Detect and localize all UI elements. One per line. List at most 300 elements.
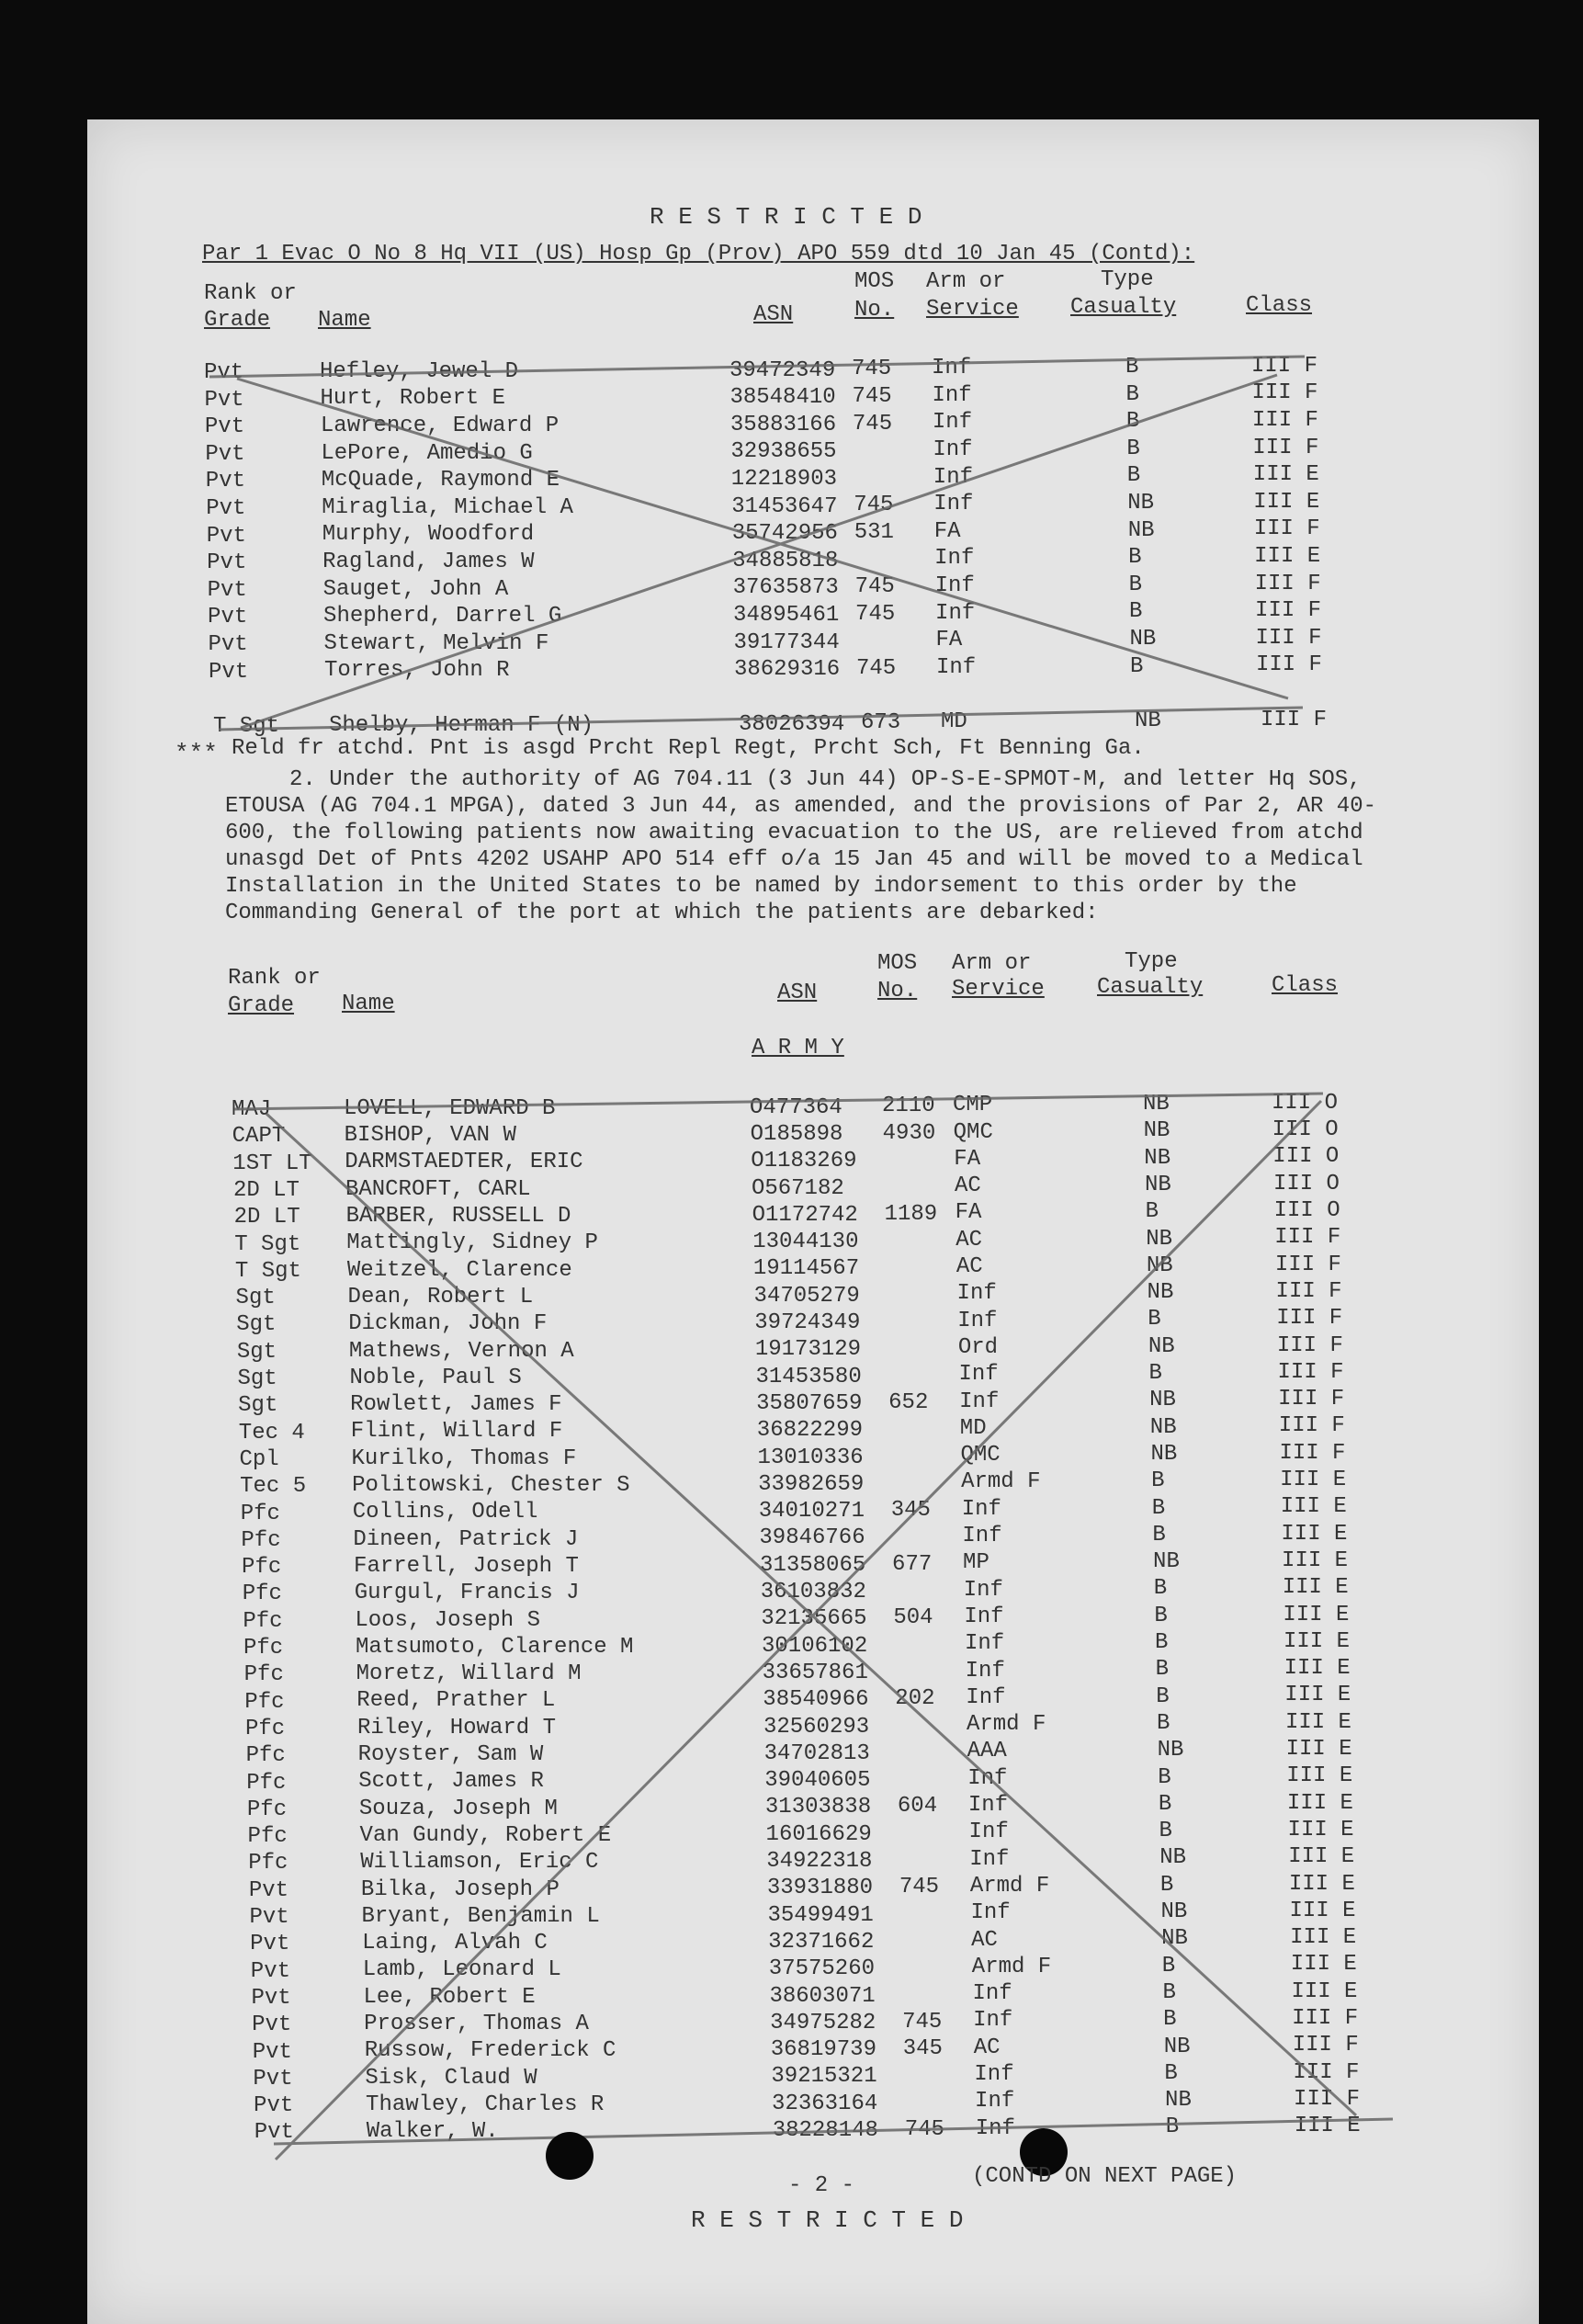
cell-asn: 35742956 bbox=[731, 521, 838, 547]
cell-asn: 38228148 bbox=[772, 2118, 878, 2143]
cell-name: DARMSTAEDTER, ERIC bbox=[345, 1150, 583, 1175]
cell-cls: III F bbox=[1278, 1413, 1345, 1439]
cell-cas: NB bbox=[1129, 627, 1157, 652]
cell-cls: III E bbox=[1254, 544, 1321, 569]
cell-arm: QMC bbox=[953, 1119, 993, 1145]
cell-grade: Pvt bbox=[253, 2066, 293, 2092]
cell-cls: III E bbox=[1288, 1844, 1355, 1870]
punch-hole-left bbox=[546, 2132, 594, 2180]
cell-cas: NB bbox=[1148, 1333, 1175, 1359]
cell-asn: 13010336 bbox=[757, 1445, 864, 1470]
cell-cls: III E bbox=[1290, 1952, 1357, 1978]
cell-grade: Tec 5 bbox=[240, 1474, 307, 1500]
cell-name: Collins, Odell bbox=[352, 1500, 538, 1525]
cell-arm: Inf bbox=[933, 464, 974, 490]
cell-cls: III F bbox=[1278, 1387, 1345, 1412]
cell-grade: Pfc bbox=[241, 1527, 281, 1553]
cell-mos: 745 bbox=[899, 1875, 940, 1900]
cell-cas: B bbox=[1128, 572, 1142, 597]
cell-asn: 35807659 bbox=[756, 1390, 863, 1416]
cell-cas: B bbox=[1156, 1710, 1170, 1736]
col-service-label: Service bbox=[926, 297, 1019, 322]
cell-mos: 345 bbox=[890, 1497, 931, 1523]
cell-mos: 745 bbox=[902, 2009, 943, 2035]
cell-name: Gurgul, Francis J bbox=[354, 1581, 580, 1606]
cell-cas: NB bbox=[1159, 1845, 1186, 1871]
cell-asn: 32560293 bbox=[763, 1714, 870, 1740]
cell-asn: 30106102 bbox=[762, 1633, 868, 1659]
col-mos-label: MOS bbox=[854, 269, 895, 294]
cell-arm: Inf bbox=[965, 1658, 1005, 1683]
cell-arm: Inf bbox=[975, 2089, 1015, 2114]
cell-asn: 32363164 bbox=[772, 2091, 878, 2116]
cell-cas: NB bbox=[1160, 1899, 1188, 1924]
strike-line-army-3 bbox=[276, 1101, 1321, 2160]
cell-cls: III F bbox=[1253, 516, 1320, 542]
cell-asn: 39472349 bbox=[729, 357, 836, 383]
cell-name: Hefley, Jewel D bbox=[320, 358, 519, 384]
col-mos-no-label: No. bbox=[854, 298, 895, 323]
cell-cas: NB bbox=[1143, 1092, 1170, 1117]
cell-name: Williamson, Eric C bbox=[360, 1850, 599, 1876]
cell-arm: Inf bbox=[932, 382, 972, 408]
cell-cls: III F bbox=[1255, 598, 1322, 624]
cell-asn: 13044130 bbox=[752, 1230, 859, 1255]
cell-arm: Inf bbox=[962, 1524, 1002, 1548]
cell-arm: Inf bbox=[932, 356, 972, 381]
cell-grade: Pfc bbox=[246, 1770, 287, 1796]
col-grade-label-2: Grade bbox=[228, 993, 295, 1018]
cell-grade: Pvt bbox=[248, 1877, 289, 1903]
cell-cls: III F bbox=[1251, 380, 1318, 406]
cell-name: Hurt, Robert E bbox=[320, 386, 506, 412]
cell-cas: B bbox=[1161, 1953, 1176, 1978]
cell-cls: III F bbox=[1275, 1278, 1342, 1304]
relieved-note: Reld fr atchd. Pnt is asgd Prcht Repl Regt, Prcht Sch, Ft Benning Ga. bbox=[232, 736, 1145, 761]
cell-asn: 31303838 bbox=[764, 1795, 872, 1820]
order-reference: Par 1 Evac O No 8 Hq VII (US) Hosp Gp (Prov) APO 559 dtd 10 Jan 45 (Contd): bbox=[202, 242, 1195, 266]
cell-name: Lawrence, Edward P bbox=[320, 414, 560, 438]
continued-note: (CONTD ON NEXT PAGE) bbox=[972, 2164, 1238, 2189]
cell-cls: III E bbox=[1285, 1737, 1352, 1762]
cell-cas: B bbox=[1162, 1979, 1176, 2005]
cell-name: Farrell, Joseph T bbox=[354, 1553, 579, 1579]
strike-line-army-2 bbox=[266, 1114, 1359, 2115]
cell-cas: B bbox=[1129, 599, 1143, 625]
cell-asn: 36822299 bbox=[756, 1418, 864, 1444]
cell-arm: FA bbox=[933, 518, 961, 544]
cell-name: Dineen, Patrick J bbox=[353, 1526, 579, 1552]
cell-grade: Pfc bbox=[247, 1824, 288, 1850]
paragraph-2: 2. Under the authority of AG 704.11 (3 Jun 44) OP-S-E-SPMOT-M, and letter Hq SOS, ETOUSA (AG 704.1 MPGA), dated 3 Jun 44, as amended, and the provisions of Par 2, AR 40-600, the following patients now awaiting evacuation to the US, are relieved from atchd unasgd Det of Pnts 4202 USAHP APO 514 eff o/a 15 Jan 45 and will be moved to a Medical Installation in the United States to be named by indorsement to this order by the Commanding General of the port at which the patients are debarked: bbox=[225, 767, 1377, 925]
cell-arm: Inf bbox=[975, 2115, 1015, 2141]
cell-mos: 531 bbox=[854, 520, 894, 545]
col-casualty-label-2: Casualty bbox=[1097, 975, 1204, 1000]
cell-arm: Inf bbox=[973, 2008, 1013, 2034]
army-heading: A R M Y bbox=[752, 1036, 844, 1060]
cell-name: Ragland, James W bbox=[322, 550, 535, 574]
cell-asn: 34010271 bbox=[758, 1499, 865, 1525]
cell-arm: Inf bbox=[961, 1496, 1001, 1522]
col-grade-label: Grade bbox=[204, 308, 271, 333]
cell-name: Flint, Willard F bbox=[350, 1419, 563, 1445]
cell-name: Russow, Frederick C bbox=[364, 2038, 616, 2064]
cell-asn: 34975282 bbox=[770, 2010, 876, 2035]
cell-mos: 745 bbox=[855, 601, 896, 627]
col-mos-no-label-2: No. bbox=[877, 979, 918, 1003]
cell-asn: 39177344 bbox=[733, 629, 840, 655]
cell-arm: AC bbox=[954, 1173, 981, 1199]
cell-cas: B bbox=[1156, 1683, 1170, 1709]
cell-cas: NB bbox=[1143, 1118, 1170, 1144]
cell-mos: 745 bbox=[852, 384, 892, 409]
cell-asn: 32938655 bbox=[730, 439, 837, 465]
cell-cas: NB bbox=[1135, 709, 1161, 733]
cell-cls: III O bbox=[1272, 1090, 1339, 1116]
cell-arm: Inf bbox=[956, 1281, 997, 1307]
cell-cls: III E bbox=[1287, 1817, 1354, 1842]
col-arm-label: Arm or bbox=[926, 269, 1006, 294]
cell-mos: 1189 bbox=[884, 1201, 938, 1227]
cell-grade: Pfc bbox=[243, 1636, 284, 1661]
restricted-top: R E S T R I C T E D bbox=[650, 203, 922, 231]
cell-cls: III O bbox=[1272, 1117, 1339, 1143]
cell-asn: O567182 bbox=[751, 1175, 844, 1201]
cell-grade: Pvt bbox=[206, 523, 246, 549]
cell-grade: Sgt bbox=[235, 1286, 276, 1311]
cell-arm: Inf bbox=[959, 1389, 1000, 1414]
cell-name: LePore, Amedio G bbox=[321, 440, 533, 466]
cell-asn: 32135665 bbox=[761, 1606, 867, 1632]
cell-grade: Pfc bbox=[246, 1797, 288, 1822]
cell-name: Scott, James R bbox=[358, 1769, 544, 1795]
cell-grade: Pfc bbox=[245, 1743, 286, 1769]
cell-grade: 1ST LT bbox=[232, 1151, 312, 1176]
cell-grade: T Sgt bbox=[234, 1258, 301, 1284]
cell-asn: O477364 bbox=[750, 1094, 842, 1120]
cell-arm: Armd F bbox=[961, 1469, 1041, 1495]
cell-arm: Inf bbox=[970, 1900, 1011, 1926]
cell-arm: AC bbox=[955, 1254, 983, 1279]
cell-cas: NB bbox=[1146, 1253, 1173, 1278]
cell-grade: T Sgt bbox=[234, 1231, 301, 1257]
cell-cls: III F bbox=[1292, 2033, 1359, 2058]
cell-grade: Pvt bbox=[254, 2093, 294, 2119]
col-type-label-2: Type bbox=[1125, 949, 1178, 974]
cell-arm: Inf bbox=[932, 410, 973, 436]
cell-cas: NB bbox=[1149, 1388, 1176, 1413]
cell-grade: Pfc bbox=[244, 1689, 285, 1715]
cell-asn: 38548410 bbox=[729, 385, 836, 411]
cell-cas: B bbox=[1159, 1872, 1174, 1898]
cell-cas: NB bbox=[1144, 1145, 1171, 1171]
cell-cas: B bbox=[1129, 653, 1144, 679]
cell-mos: 745 bbox=[854, 574, 895, 600]
cell-cas: B bbox=[1151, 1495, 1166, 1521]
cell-arm: Inf bbox=[935, 600, 976, 626]
cell-mos: 345 bbox=[902, 2035, 943, 2061]
cell-name: Kurilko, Thomas F bbox=[351, 1445, 577, 1471]
cell-grade: Cpl bbox=[239, 1446, 279, 1472]
cell-name: Souza, Joseph M bbox=[358, 1796, 558, 1821]
cell-arm: Ord bbox=[957, 1334, 999, 1360]
cell-cas: B bbox=[1151, 1468, 1165, 1494]
cell-cas: B bbox=[1159, 1819, 1172, 1844]
cell-cas: B bbox=[1155, 1657, 1170, 1683]
cell-name: Stewart, Melvin F bbox=[323, 630, 549, 656]
cell-cls: III F bbox=[1255, 625, 1322, 651]
cell-asn: 33931880 bbox=[766, 1876, 874, 1901]
cell-arm: AAA bbox=[967, 1739, 1007, 1764]
cell-asn: 34885818 bbox=[732, 548, 839, 573]
cell-cas: B bbox=[1154, 1603, 1168, 1628]
cell-cls: III E bbox=[1286, 1790, 1353, 1816]
cell-cas: B bbox=[1163, 2007, 1177, 2033]
cell-name: Sauget, John A bbox=[322, 576, 509, 602]
cell-cls: III E bbox=[1294, 2114, 1361, 2139]
cell-cas: B bbox=[1125, 409, 1140, 435]
cell-asn: 34922318 bbox=[766, 1849, 873, 1874]
cell-name: Rowlett, James F bbox=[350, 1392, 562, 1418]
cell-name: Sisk, Claud W bbox=[365, 2065, 537, 2091]
cell-cls: III E bbox=[1282, 1575, 1349, 1601]
cell-arm: Inf bbox=[934, 573, 975, 598]
cell-asn: 32371662 bbox=[768, 1929, 875, 1955]
cell-arm: Inf bbox=[972, 1981, 1012, 2007]
cell-name: Murphy, Woodford bbox=[322, 522, 535, 548]
cell-asn: 35883166 bbox=[729, 412, 837, 437]
cell-cls: III E bbox=[1252, 462, 1319, 488]
cell-arm: Inf bbox=[967, 1765, 1008, 1791]
cell-arm: Inf bbox=[933, 437, 973, 462]
cell-asn: 34705279 bbox=[753, 1283, 860, 1309]
cell-cas: B bbox=[1158, 1791, 1172, 1817]
cell-arm: FA bbox=[935, 628, 963, 653]
cell-arm: MD bbox=[941, 709, 967, 735]
cell-mos: 604 bbox=[897, 1794, 938, 1820]
cell-mos: 745 bbox=[852, 357, 892, 382]
cell-grade: Pvt bbox=[204, 414, 245, 440]
cell-asn: 19173129 bbox=[754, 1337, 862, 1363]
cell-grade: Pvt bbox=[249, 1905, 289, 1930]
cell-name: Matsumoto, Clarence M bbox=[356, 1634, 634, 1660]
cell-asn: 36819739 bbox=[770, 2037, 876, 2063]
cell-grade: Pvt bbox=[205, 441, 245, 467]
col-type-label: Type bbox=[1101, 267, 1154, 292]
cell-asn: 12218903 bbox=[730, 467, 838, 492]
cell-grade: Pvt bbox=[250, 1958, 291, 1984]
cell-cas: B bbox=[1125, 381, 1139, 407]
cell-asn: 31358065 bbox=[760, 1552, 866, 1578]
cell-cas: NB bbox=[1153, 1549, 1180, 1575]
cell-arm: FA bbox=[954, 1146, 981, 1172]
cell-arm: Armd F bbox=[969, 1873, 1050, 1899]
cell-cas: B bbox=[1152, 1522, 1166, 1547]
cell-asn: O1172742 bbox=[752, 1202, 858, 1228]
cell-asn: O1183269 bbox=[751, 1149, 857, 1174]
cell-cas: B bbox=[1128, 545, 1142, 571]
cell-cls: III F bbox=[1292, 2006, 1359, 2031]
cell-name: Miraglia, Michael A bbox=[322, 494, 573, 520]
cell-grade: Pvt bbox=[208, 659, 249, 685]
cell-name: Shelby, Herman F (N) bbox=[329, 712, 594, 738]
cell-cls: III F bbox=[1251, 353, 1318, 379]
cell-arm: AC bbox=[973, 2035, 1001, 2060]
cell-grade: 2D LT bbox=[232, 1177, 300, 1203]
cell-cas: NB bbox=[1149, 1414, 1177, 1440]
cell-asn: 38540966 bbox=[763, 1687, 869, 1713]
cell-name: Bryant, Benjamin L bbox=[361, 1903, 600, 1929]
cell-cls: III E bbox=[1283, 1628, 1351, 1654]
cell-cls: III O bbox=[1272, 1171, 1340, 1196]
cell-arm: Inf bbox=[964, 1604, 1004, 1629]
cell-cls: III F bbox=[1279, 1440, 1346, 1466]
cell-cls: III F bbox=[1254, 571, 1321, 596]
cell-mos: 504 bbox=[893, 1605, 933, 1631]
cell-arm: Inf bbox=[935, 654, 977, 680]
cell-arm: Inf bbox=[958, 1362, 999, 1388]
cell-asn: 36103832 bbox=[760, 1580, 866, 1604]
cell-cas: B bbox=[1155, 1630, 1169, 1655]
cell-arm: Inf bbox=[963, 1577, 1003, 1603]
restricted-bottom: R E S T R I C T E D bbox=[691, 2206, 964, 2234]
cell-cas: B bbox=[1164, 2060, 1178, 2086]
cell-name: Thawley, Charles R bbox=[366, 2092, 605, 2117]
cell-name: Lamb, Leonard L bbox=[362, 1957, 561, 1983]
cell-name: LOVELL, EDWARD B bbox=[344, 1095, 556, 1121]
cell-cas: NB bbox=[1157, 1738, 1184, 1763]
cell-name: Royster, Sam W bbox=[357, 1742, 544, 1767]
cell-cls: III E bbox=[1280, 1468, 1347, 1492]
cell-cas: NB bbox=[1161, 1926, 1188, 1952]
cell-cls: III E bbox=[1284, 1709, 1351, 1735]
cell-cls: III E bbox=[1253, 489, 1320, 515]
cell-cas: NB bbox=[1127, 491, 1155, 516]
cell-cls: III F bbox=[1251, 408, 1318, 433]
cell-asn: 38629316 bbox=[733, 657, 841, 683]
cell-cls: III F bbox=[1294, 2086, 1361, 2112]
cell-cls: III E bbox=[1283, 1602, 1350, 1627]
col-rank-label: Rank or bbox=[204, 281, 297, 306]
strike-line-top-2 bbox=[237, 379, 1288, 698]
cell-mos: 652 bbox=[888, 1389, 929, 1415]
cell-name: Van Gundy, Robert E bbox=[359, 1822, 612, 1848]
cell-arm: MD bbox=[959, 1415, 987, 1441]
cell-grade: Pvt bbox=[250, 1932, 290, 1957]
note-stars: *** bbox=[175, 740, 218, 767]
cell-grade: 2D LT bbox=[233, 1205, 300, 1230]
cell-cas: B bbox=[1126, 436, 1140, 461]
cell-grade: Sgt bbox=[237, 1366, 277, 1391]
cell-cas: B bbox=[1145, 1199, 1159, 1225]
cell-cas: B bbox=[1153, 1576, 1168, 1602]
cell-cls: III O bbox=[1272, 1144, 1340, 1170]
cell-asn: 33982659 bbox=[758, 1471, 865, 1497]
cell-cas: NB bbox=[1144, 1172, 1171, 1197]
cell-grade: Pfc bbox=[240, 1501, 280, 1526]
cell-cas: B bbox=[1126, 463, 1141, 489]
cell-grade: T Sgt bbox=[213, 714, 280, 739]
cell-cas: B bbox=[1158, 1764, 1171, 1790]
cell-mos: 677 bbox=[892, 1551, 933, 1577]
cell-arm: Armd F bbox=[966, 1712, 1046, 1738]
cell-name: McQuade, Raymond E bbox=[321, 468, 560, 493]
cell-cas: NB bbox=[1147, 1280, 1174, 1306]
cell-name: Bilka, Joseph P bbox=[360, 1876, 560, 1902]
cell-grade: Pvt bbox=[206, 496, 246, 521]
col-arm-label-2: Arm or bbox=[952, 951, 1032, 976]
strike-line-top-1 bbox=[209, 357, 1305, 377]
col-asn-label: ASN bbox=[753, 302, 794, 327]
cell-asn: 34702813 bbox=[763, 1740, 870, 1766]
cell-cls: III F bbox=[1252, 435, 1319, 460]
cell-arm: Inf bbox=[969, 1846, 1010, 1872]
col-class-label-2: Class bbox=[1272, 973, 1339, 998]
cell-arm: Inf bbox=[965, 1631, 1005, 1657]
cell-grade: Pfc bbox=[243, 1608, 283, 1634]
cell-name: BARBER, RUSSELL D bbox=[345, 1204, 571, 1229]
col-service-label-2: Service bbox=[952, 977, 1045, 1002]
col-name-label-2: Name bbox=[342, 992, 395, 1016]
cell-mos: 745 bbox=[855, 656, 897, 681]
cell-grade: Pvt bbox=[205, 469, 246, 494]
cell-grade: Pfc bbox=[242, 1555, 282, 1581]
cell-cls: III F bbox=[1276, 1306, 1343, 1332]
cell-asn: 16016629 bbox=[765, 1821, 872, 1847]
cell-mos: 745 bbox=[904, 2116, 944, 2142]
cell-cls: III E bbox=[1282, 1547, 1349, 1573]
cell-grade: Tec 4 bbox=[238, 1420, 305, 1445]
cell-grade: Sgt bbox=[238, 1393, 278, 1419]
cell-arm: Inf bbox=[966, 1684, 1006, 1710]
cell-arm: CMP bbox=[953, 1093, 993, 1118]
cell-cls: III E bbox=[1280, 1494, 1347, 1520]
cell-asn: O185898 bbox=[750, 1121, 843, 1147]
col-rank-label-2: Rank or bbox=[228, 966, 321, 991]
col-name-label: Name bbox=[318, 308, 371, 333]
cell-asn: 37635873 bbox=[732, 575, 839, 601]
cell-cls: III F bbox=[1261, 707, 1328, 732]
cell-name: Shepherd, Darrel G bbox=[323, 604, 562, 629]
cell-name: BISHOP, VAN W bbox=[344, 1123, 516, 1149]
cell-cls: III F bbox=[1276, 1332, 1343, 1358]
cell-name: Noble, Paul S bbox=[349, 1365, 522, 1390]
cell-asn: 39724349 bbox=[754, 1310, 861, 1335]
cell-asn: 35499491 bbox=[767, 1902, 874, 1928]
cell-name: Mattingly, Sidney P bbox=[346, 1230, 598, 1256]
cell-asn: 33657861 bbox=[762, 1660, 868, 1685]
cell-cas: B bbox=[1165, 2114, 1180, 2140]
cell-name: Moretz, Willard M bbox=[356, 1661, 582, 1687]
cell-cls: III E bbox=[1289, 1898, 1356, 1923]
cell-cas: NB bbox=[1146, 1226, 1173, 1252]
cell-cls: III F bbox=[1277, 1359, 1344, 1385]
cell-name: Laing, Alvah C bbox=[362, 1931, 548, 1956]
cell-asn: 38603071 bbox=[769, 1983, 876, 2009]
cell-cls: III E bbox=[1284, 1683, 1351, 1708]
cell-grade: Pvt bbox=[252, 2039, 292, 2065]
cell-cls: III E bbox=[1283, 1656, 1351, 1682]
cell-mos: 2110 bbox=[882, 1094, 935, 1119]
strike-line-army-1 bbox=[234, 1094, 1323, 1109]
col-asn-label-2: ASN bbox=[777, 981, 818, 1005]
cell-arm: Inf bbox=[934, 546, 975, 572]
cell-arm: Armd F bbox=[971, 1954, 1052, 1979]
cell-asn: 38026394 bbox=[739, 711, 845, 737]
cell-grade: Pfc bbox=[248, 1851, 288, 1876]
page-number: - 2 - bbox=[788, 2173, 855, 2198]
col-casualty-label: Casualty bbox=[1070, 295, 1177, 320]
